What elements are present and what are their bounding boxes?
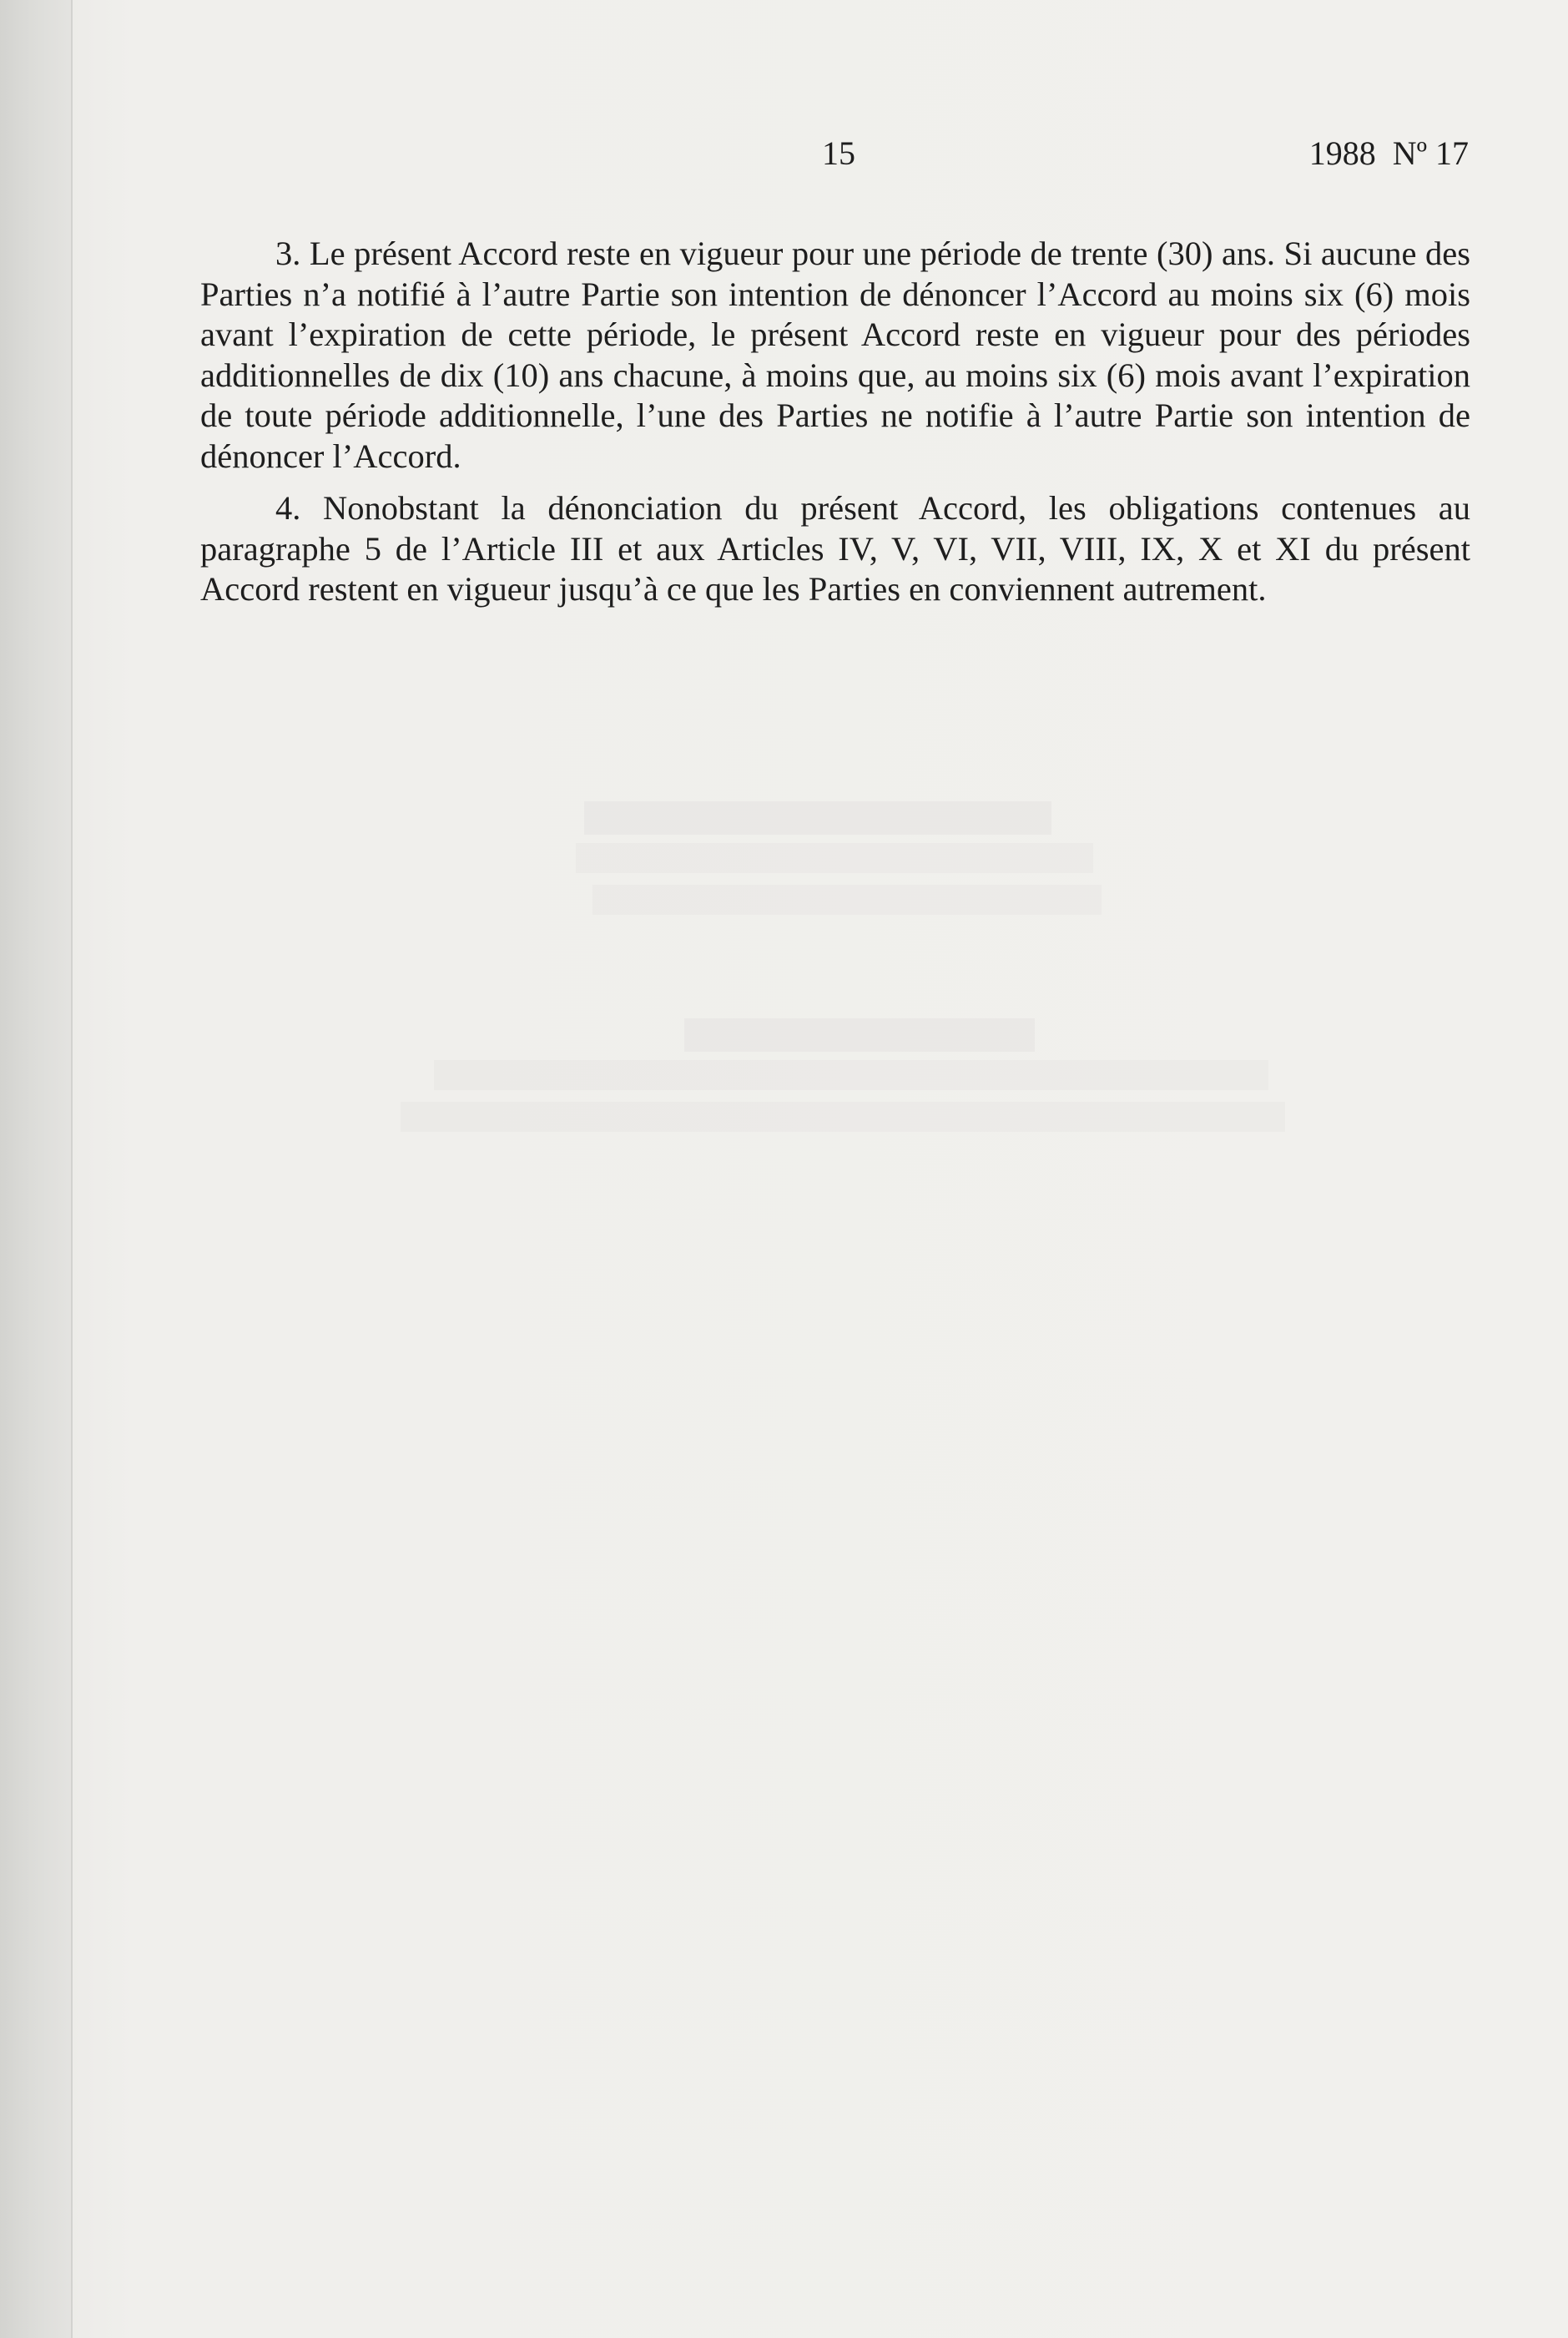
article-body xyxy=(200,234,1470,622)
binding-line xyxy=(71,0,73,2338)
paragraph-4: 4. Nonobstant la dénonciation du présent Accord, les obligations contenues au paragraphe 5 de l’Article III et aux Articles IV, V, VI, VII, VIII, IX, X et XI du présent Accord restent en vigueur jusqu’à ce que les Parties en conviennent autrement. xyxy=(200,489,1470,608)
volume-number: 1988 Nº 17 xyxy=(1308,134,1469,172)
page-header xyxy=(200,134,1469,184)
paragraph-3: 3. Le présent Accord reste en vigueur pour une période de trente (30) ans. Si aucune des Parties n’a notifié à l’autre Partie son intention de dénoncer l’Accord au moins six (6) mois avant l’expiration de cette période, le présent Accord reste en vigueur pour des périodes additionnelles de dix (10) ans chacune, à moins que, au moins six (6) mois avant l’expiration de toute période additionnelle, l’une des Parties ne notifie à l’autre Partie son intention de dénoncer l’Accord. xyxy=(200,235,1470,475)
page-number: 15 xyxy=(822,134,855,172)
binding-gutter xyxy=(0,0,71,2338)
